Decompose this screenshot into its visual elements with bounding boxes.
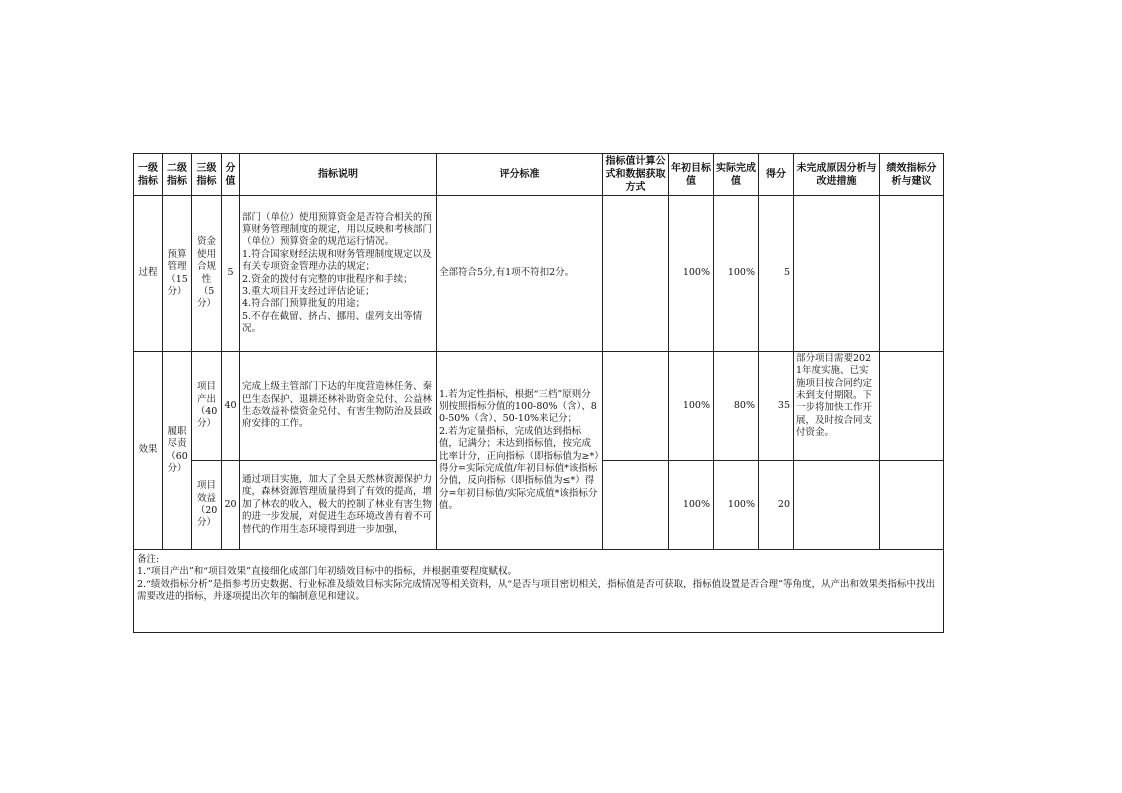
- cell-level3: 资金使用合规性（5分）: [192, 196, 222, 352]
- header-level2: 二级指标: [163, 154, 192, 196]
- cell-criteria: 1.若为定性指标，根据“三档”原则分别按照指标分值的100-80%（含）、80-50%（含）、50-10%来记分； 2.若为定量指标，完成值达到指标值，记满分；未达到指标值，按完成比率计分，正向指标（即指标值为≥*）得分=实际完成值/年初目标值*该指标分值，反向指标（即指标值为≤*）得分=年初目标值/实际完成值*该指标分值。: [437, 352, 603, 550]
- header-actual: 实际完成值: [714, 154, 759, 196]
- cell-description: 通过项目实施，加大了全县天然林资源保护力度，森林资源管理质量得到了有效的提高，增加了林农的收入，极大的控制了林业有害生物的进一步发展，对促进生态环境改善有着不可替代的作用生态环境得到进一步加强，: [240, 461, 437, 550]
- header-description: 指标说明: [240, 154, 437, 196]
- cell-score-value: 40: [222, 352, 240, 461]
- cell-level2: 预算管理（15分）: [163, 196, 192, 352]
- cell-score-value: 20: [222, 461, 240, 550]
- cell-description: 部门（单位）使用预算资金是否符合相关的预算财务管理制度的规定，用以反映和考核部门（单位）预算资金的规范运行情况。 1.符合国家财经法规和财务管理制度规定以及有关专项资金管理办法的规定； 2.资金的拨付有完整的审批程序和手续； 3.重大项目开支经过评估论证； 4.符合部门预算批复的用途； 5.不存在截留、挤占、挪用、虚列支出等情况。: [240, 196, 437, 352]
- table-row: [134, 352, 944, 461]
- cell-actual: 100%: [714, 461, 759, 550]
- cell-target: 100%: [669, 461, 714, 550]
- cell-criteria: 全部符合5分,有1项不符扣2分。: [437, 196, 603, 352]
- header-score: 得分: [759, 154, 794, 196]
- cell-formula: [603, 352, 669, 461]
- header-target: 年初目标值: [669, 154, 714, 196]
- cell-level3: 项目效益（20分）: [192, 461, 222, 550]
- header-level3: 三级指标: [192, 154, 222, 196]
- notes-line-1: 1.“项目产出”和“项目效果”直接细化成部门年初绩效目标中的指标，并根据重要程度赋权。: [137, 566, 517, 578]
- cell-actual: 80%: [714, 352, 759, 461]
- cell-formula: [603, 461, 669, 550]
- notes-title: 备注:: [137, 554, 160, 565]
- cell-level2: 履职尽责（60分）: [163, 352, 192, 550]
- cell-formula: [603, 196, 669, 352]
- header-formula: 指标值计算公式和数据获取方式: [603, 154, 669, 196]
- cell-analysis: [880, 196, 944, 352]
- cell-reason: [794, 461, 880, 550]
- cell-actual: 100%: [714, 196, 759, 352]
- cell-score: 35: [759, 352, 794, 461]
- cell-score: 5: [759, 196, 794, 352]
- header-reason: 未完成原因分析与改进措施: [794, 154, 880, 196]
- cell-level1: 效果: [134, 352, 163, 550]
- header-analysis: 绩效指标分析与建议: [880, 154, 944, 196]
- cell-analysis: [880, 461, 944, 550]
- table-row: [134, 196, 944, 352]
- header-row: [134, 154, 944, 196]
- cell-reason: [794, 196, 880, 352]
- cell-level3: 项目产出（40分）: [192, 352, 222, 461]
- cell-target: 100%: [669, 196, 714, 352]
- cell-score-value: 5: [222, 196, 240, 352]
- notes-cell: [134, 550, 944, 633]
- cell-target: 100%: [669, 352, 714, 461]
- header-score-value: 分值: [222, 154, 240, 196]
- notes-row: [134, 550, 944, 633]
- header-level1: 一级指标: [134, 154, 163, 196]
- performance-table: [133, 153, 944, 633]
- notes-line-2: 2.“绩效指标分析”是指参考历史数据、行业标准及绩效目标实际完成情况等相关资料，从“是否与项目密切相关，指标值是否可获取，指标值设置是否合理”等角度，从产出和效果类指标中找出需要改进的指标，并逐项提出次年的编制意见和建议。: [137, 578, 935, 603]
- header-criteria: 评分标准: [437, 154, 603, 196]
- cell-score: 20: [759, 461, 794, 550]
- cell-reason: 部分项目需要2021年度实施、已实施项目按合同约定未到支付期限。下一步将加快工作开展，及时按合同支付资金。: [794, 352, 880, 461]
- cell-description: 完成上级主管部门下达的年度营造林任务、秦巴生态保护、退耕还林补助资金兑付、公益林生态效益补偿资金兑付、有害生物防治及县政府安排的工作。: [240, 352, 437, 461]
- cell-analysis: [880, 352, 944, 461]
- cell-level1: 过程: [134, 196, 163, 352]
